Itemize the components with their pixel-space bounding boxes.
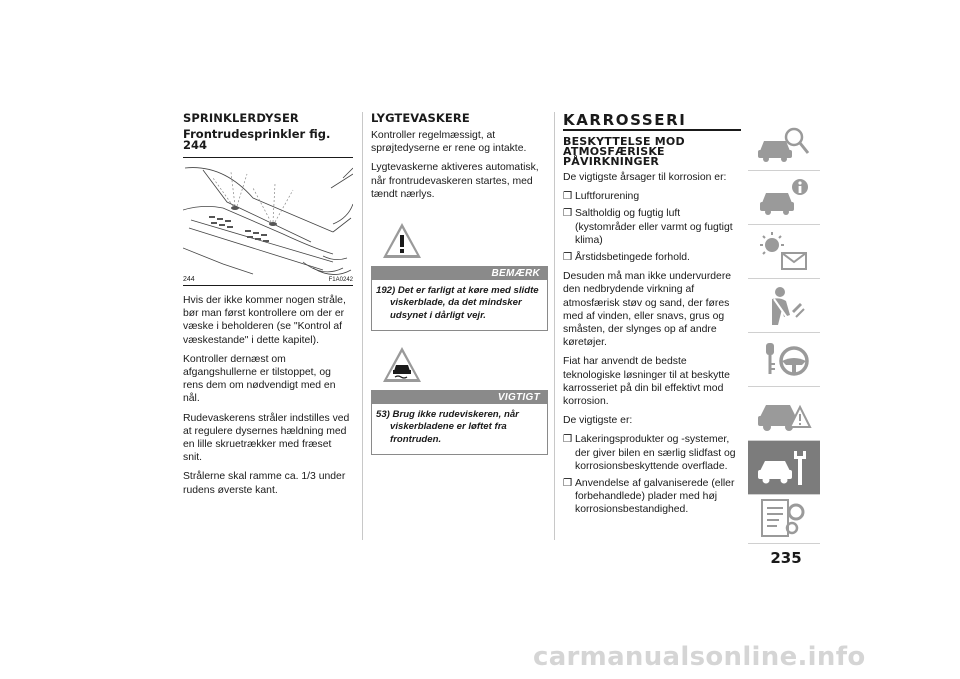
car-info-icon	[756, 177, 812, 219]
paragraph: De vigtigste er:	[563, 415, 633, 427]
paragraph: Kontroller regelmæssigt, at sprøjtedyserne er rene og intakte.	[371, 130, 527, 155]
warning-light-message-icon	[756, 231, 812, 273]
car-breakdown-icon	[756, 393, 812, 435]
key-steering-wheel-icon	[756, 339, 812, 381]
list-item: ❒ Luftforurening	[563, 191, 640, 203]
paragraph: Lygtevaskerne aktiveres automatisk, når frontrudevaskeren startes, med tændt nærlys.	[371, 162, 539, 200]
sidebar-tab-car-search[interactable]	[748, 117, 820, 170]
car-search-icon	[756, 123, 812, 165]
corrosion-causes-list	[563, 190, 741, 264]
subheading: BESKYTTELSE MOD ATMOSFÆRISKE PÅVIRKNINGER	[563, 135, 685, 168]
warning-triangle-icon	[381, 221, 423, 261]
heading-rule	[563, 129, 741, 131]
sidebar-tab-index-overlay	[748, 495, 820, 543]
list-item: ❒ Anvendelse af galvaniserede (eller forbehandlede) plader med høj korrosionsbestandighed.	[563, 478, 735, 516]
figure-windshield-sprinkler	[183, 157, 353, 286]
paragraph: Kontroller dernæst om afgangshullerne er tilstoppet, og rens dem om nødvendigt med en nål.	[183, 353, 336, 405]
column-karrosseri	[563, 112, 741, 523]
notice-label: VIGTIGT	[371, 390, 548, 404]
list-item: ❒ Saltholdig og fugtig luft (kystområder eller varmt og fugtigt klima)	[563, 208, 733, 246]
page-number: 235	[770, 549, 802, 567]
sidebar-tab-warning-lights[interactable]	[748, 225, 820, 278]
list-item: ❒ Årstidsbetingede forhold.	[563, 252, 690, 264]
protection-measures-list	[563, 433, 741, 516]
paragraph: Strålerne skal ramme ca. 1/3 under rudens øverste kant.	[183, 471, 346, 496]
figure-number: 244	[183, 276, 195, 283]
figure-code: F1A0242	[328, 277, 353, 283]
slippery-car-icon	[381, 345, 423, 385]
notice-box	[371, 404, 548, 455]
notice-label: BEMÆRK	[371, 266, 548, 280]
column-sprinklerdyser	[183, 112, 353, 503]
notice-box	[371, 280, 548, 331]
sidebar-tab-starting-driving[interactable]	[748, 333, 820, 386]
checkbox-bullet: ❒	[563, 478, 573, 490]
chapter-heading: KARROSSERI	[563, 111, 687, 129]
watermark: carmanualsonline.info	[533, 642, 866, 672]
notice-text: 53) Brug ikke rudeviskeren, når viskerbladene er løftet fra frontruden.	[376, 408, 519, 445]
column-divider	[362, 112, 363, 540]
checkbox-bullet: ❒	[563, 208, 573, 220]
checkbox-bullet: ❒	[563, 434, 573, 446]
list-item: ❒ Lakeringsprodukter og -systemer, der giver bilen en særlig slidfast og korrosionsbeskyttende overflade.	[563, 434, 736, 472]
subsection-title: Frontrudesprinkler fig. 244	[183, 127, 331, 152]
section-title: LYGTEVASKERE	[371, 111, 470, 125]
paragraph: De vigtigste årsager til korrosion er:	[563, 172, 727, 183]
checkbox-bullet: ❒	[563, 252, 573, 264]
sidebar-tab-emergency[interactable]	[748, 387, 820, 440]
paragraph: Fiat har anvendt de bedste teknologiske løsninger til at beskytte karrosseriet på din bil effektivt mod korrosion.	[563, 356, 730, 408]
column-divider	[554, 112, 555, 540]
paragraph: Desuden må man ikke undervurdere den nedbrydende virkning af atmosfærisk støv og sand, der føres med af vinden, eller snavs, grus og småsten, der slynges op af andre køretøjer.	[563, 271, 732, 349]
section-title: SPRINKLERDYSER	[183, 111, 299, 125]
sidebar-tab-safety[interactable]	[748, 279, 820, 332]
sidebar-tab-maintenance[interactable]	[748, 441, 820, 494]
checkbox-bullet: ❒	[563, 191, 573, 203]
notice-text: 192) Det er farligt at køre med slidte viskerblade, da det mindsker udsynet i dårligt vejr.	[376, 285, 539, 321]
column-lygtevaskere	[371, 112, 548, 463]
windshield-sprinkler-illustration	[183, 158, 353, 285]
tab-divider	[748, 543, 820, 544]
sidebar-tab-car-info[interactable]	[748, 171, 820, 224]
notice-bemaerk	[371, 221, 548, 331]
paragraph: Rudevaskerens stråler indstilles ved at regulere dysernes hældning med en lille skruetrækker med fræset snit.	[183, 412, 350, 464]
paragraph: Hvis der ikke kommer nogen stråle, bør man først kontrollere om der er væske i beholderen (se "Kontrol af væskestande" i dette kapitel).	[183, 295, 346, 346]
car-wrench-icon	[756, 447, 812, 489]
notice-vigtigt	[371, 345, 548, 455]
seatbelt-person-icon	[756, 285, 812, 327]
